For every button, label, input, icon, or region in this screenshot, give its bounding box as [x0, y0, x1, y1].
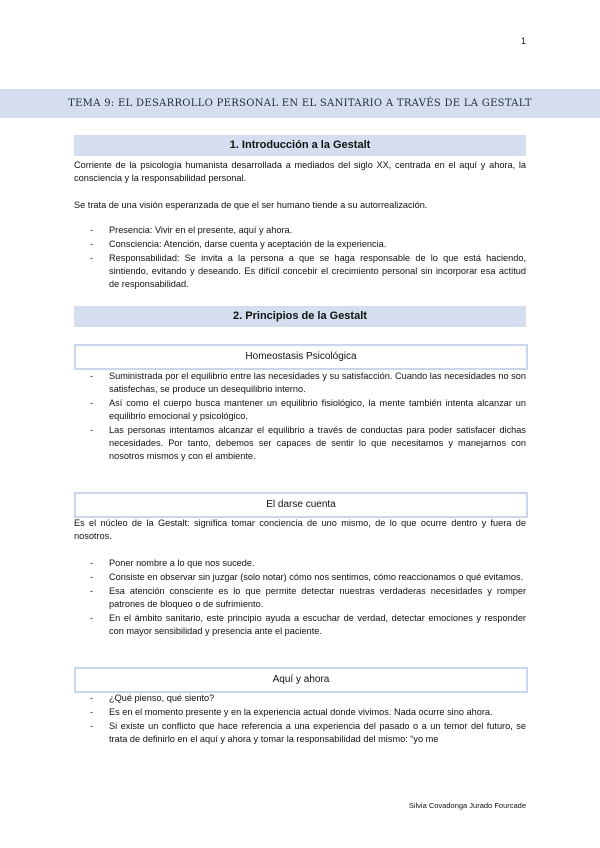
aqui-ahora-heading: Aquí y ahora — [74, 667, 528, 693]
topic-banner: TEMA 9: EL DESARROLLO PERSONAL EN EL SANITARIO A TRAVÉS DE LA GESTALT — [0, 89, 600, 118]
darse-cuenta-bullet-list — [74, 557, 526, 639]
list-item: - Suministrada por el equilibrio entre las necesidades y su satisfacción. Cuando las necesidades no son satisfechas, se produce un desequilibrio interno. — [74, 370, 526, 396]
list-item: - Si existe un conflicto que hace referencia a una experiencia del pasado o a un temor del futuro, se trata de definirlo en el aquí y ahora y tomar la responsabilidad del mismo: “yo me — [74, 720, 526, 746]
list-item: - Así como el cuerpo busca mantener un equilibrio fisiológico, la mente también intenta alcanzar un equilibrio emocional y psicológico. — [74, 397, 526, 423]
footer-author: Silvia Covadonga Jurado Fourcade — [408, 801, 526, 810]
list-item: - ¿Qué pienso, qué siento? — [74, 692, 526, 705]
homeostasis-bullet-list — [74, 370, 526, 464]
intro-paragraph-2: Se trata de una visión esperanzada de que el ser humano tiende a su autorrealización. — [74, 200, 428, 210]
intro-paragraph: Corriente de la psicología humanista desarrollada a mediados del siglo XX, centrada en el aquí y ahora, la consciencia y la responsabilidad personal. — [74, 160, 526, 183]
list-item: - Poner nombre a lo que nos sucede. — [74, 557, 526, 570]
darse-cuenta-heading: El darse cuenta — [74, 492, 528, 518]
list-item: - Consciencia: Atención, darse cuenta y aceptación de la experiencia. — [74, 238, 526, 251]
section-1-heading: 1. Introducción a la Gestalt — [74, 135, 526, 156]
section-2-heading: 2. Principios de la Gestalt — [74, 306, 526, 327]
intro-bullet-list — [74, 224, 526, 292]
list-item: - En el ámbito sanitario, este principio ayuda a escuchar de verdad, detectar emociones y responder con mayor sensibilidad y presencia ante el paciente. — [74, 612, 526, 638]
list-item: - Es en el momento presente y en la experiencia actual donde vivimos. Nada ocurre sino ahora. — [74, 706, 526, 719]
list-item: - Presencia: Vivir en el presente, aquí y ahora. — [74, 224, 526, 237]
list-item: - Consiste en observar sin juzgar (solo notar) cómo nos sentimos, cómo reaccionamos o qué evitamos. — [74, 571, 526, 584]
homeostasis-heading: Homeostasis Psicológica — [74, 344, 528, 370]
list-item: - Esa atención consciente es lo que permite detectar nuestras verdaderas necesidades y romper patrones de bloqueo o de sufrimiento. — [74, 585, 526, 611]
aqui-ahora-bullet-list — [74, 692, 526, 747]
list-item: - Las personas intentamos alcanzar el equilibrio a través de conductas para poder satisfacer dichas necesidades. Por tanto, debemos ser capaces de sentir lo que necesitamos y manejarnos con nosotros mismos y con el ambiente. — [74, 424, 526, 463]
darse-cuenta-paragraph: Es el núcleo de la Gestalt: significa tomar conciencia de uno mismo, de lo que ocurre dentro y fuera de nosotros. — [74, 518, 526, 541]
list-item: - Responsabilidad: Se invita a la persona a que se haga responsable de lo que está haciendo, sintiendo, evitando y deseando. Es difícil concebir el crecimiento personal sin incorporar esa actitud de responsabilidad. — [74, 252, 526, 291]
page-number: 1 — [520, 36, 526, 46]
